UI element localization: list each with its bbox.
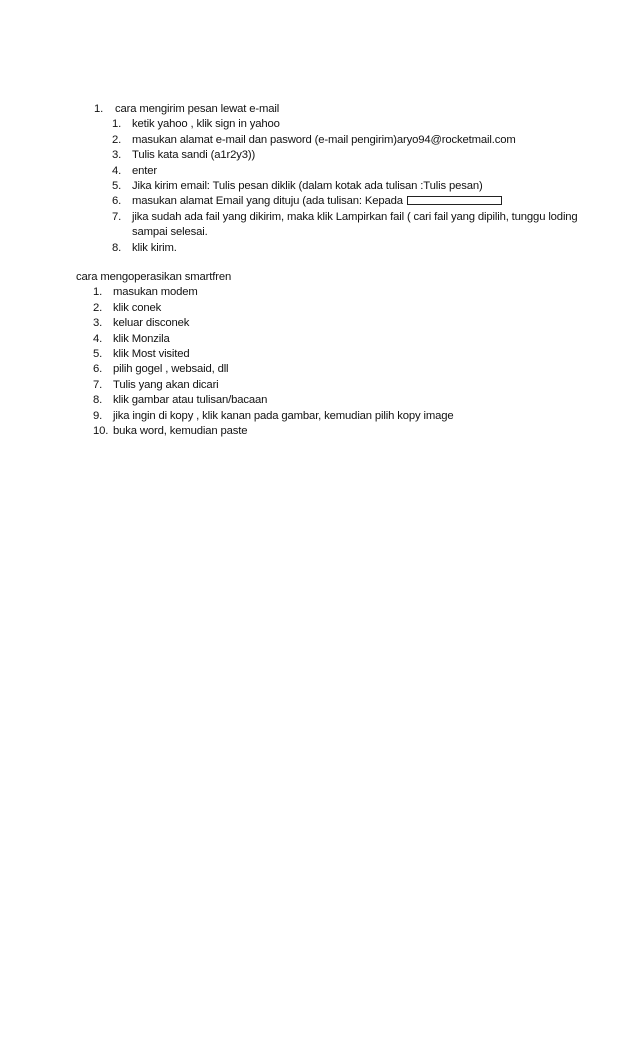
- list-item-number: 5.: [93, 348, 103, 361]
- list-item-number: 7.: [93, 378, 103, 391]
- email-steps-list: [112, 117, 614, 256]
- list-item-number: 10.: [93, 425, 109, 438]
- list-item: [93, 332, 596, 347]
- list-item-text: jika sudah ada fail yang dikirim, maka klik Lampirkan fail ( cari fail yang dipilih, tunggu loding sampai selesai.: [132, 210, 578, 239]
- list-item-number: 8.: [112, 241, 122, 254]
- list-item-number: 3.: [112, 149, 122, 162]
- list-item-text: klik gambar atau tulisan/bacaan: [113, 394, 268, 407]
- list-item: [112, 148, 614, 163]
- list-item: [93, 301, 596, 316]
- list-item-text: klik kirim.: [132, 241, 177, 254]
- list-item: [93, 362, 596, 377]
- list-item-number: 6.: [112, 195, 122, 208]
- list-item-text: buka word, kemudian paste: [113, 425, 248, 438]
- list-item: [93, 378, 596, 393]
- list-item-text: Tulis yang akan dicari: [113, 378, 219, 391]
- list-item-number: 3.: [93, 317, 103, 330]
- list-item-number: 2.: [93, 301, 103, 314]
- list-item-number: 1.: [112, 118, 122, 131]
- list-item-text: pilih gogel , websaid, dll: [113, 363, 229, 376]
- list-item-text: klik Most visited: [113, 348, 190, 361]
- list-item: [112, 194, 614, 209]
- list-item: [112, 164, 614, 179]
- list-item-number: 2.: [112, 133, 122, 146]
- list-item-number: 5.: [112, 180, 122, 193]
- list-item-text: masukan modem: [113, 286, 198, 299]
- list-item-text: masukan alamat Email yang dituju (ada tulisan: Kepada: [132, 195, 403, 208]
- section1-number: 1.: [94, 103, 104, 115]
- list-item-text: enter: [132, 164, 157, 177]
- list-item-number: 7.: [112, 210, 122, 223]
- list-item-text: klik Monzila: [113, 332, 170, 345]
- section1-heading: [94, 102, 614, 117]
- list-item: [112, 133, 614, 148]
- list-item-number: 8.: [93, 394, 103, 407]
- list-item-number: 4.: [93, 332, 103, 345]
- list-item: [93, 285, 596, 300]
- list-item-text: klik conek: [113, 301, 162, 314]
- email-instructions-section: [94, 102, 614, 256]
- list-item: [112, 179, 614, 194]
- list-item-number: 4.: [112, 164, 122, 177]
- smartfren-steps-list: [93, 285, 596, 439]
- list-item: [112, 241, 614, 256]
- list-item-text-wrapper: [132, 194, 614, 209]
- section1-title: cara mengirim pesan lewat e-mail: [115, 103, 280, 115]
- list-item: [93, 316, 596, 331]
- list-item: [112, 117, 614, 132]
- list-item: [93, 409, 596, 424]
- list-item: [112, 210, 614, 241]
- list-item-text: jika ingin di kopy , klik kanan pada gambar, kemudian pilih kopy image: [113, 409, 454, 422]
- list-item-number: 9.: [93, 409, 103, 422]
- list-item-text: Jika kirim email: Tulis pesan diklik (dalam kotak ada tulisan :Tulis pesan): [132, 180, 483, 193]
- list-item-text: ketik yahoo , klik sign in yahoo: [132, 118, 280, 131]
- section2-title: cara mengoperasikan smartfren: [76, 271, 232, 283]
- empty-text-box: [407, 196, 502, 205]
- list-item-number: 1.: [93, 286, 103, 299]
- list-item: [93, 424, 596, 439]
- list-item: [93, 393, 596, 408]
- list-item-text: masukan alamat e-mail dan pasword (e-mail pengirim)aryo94@rocketmail.com: [132, 133, 516, 146]
- list-item: [93, 347, 596, 362]
- list-item-text: keluar disconek: [113, 317, 190, 330]
- list-item-text: Tulis kata sandi (a1r2y3)): [132, 149, 256, 162]
- smartfren-instructions-section: [76, 270, 596, 439]
- list-item-number: 6.: [93, 363, 103, 376]
